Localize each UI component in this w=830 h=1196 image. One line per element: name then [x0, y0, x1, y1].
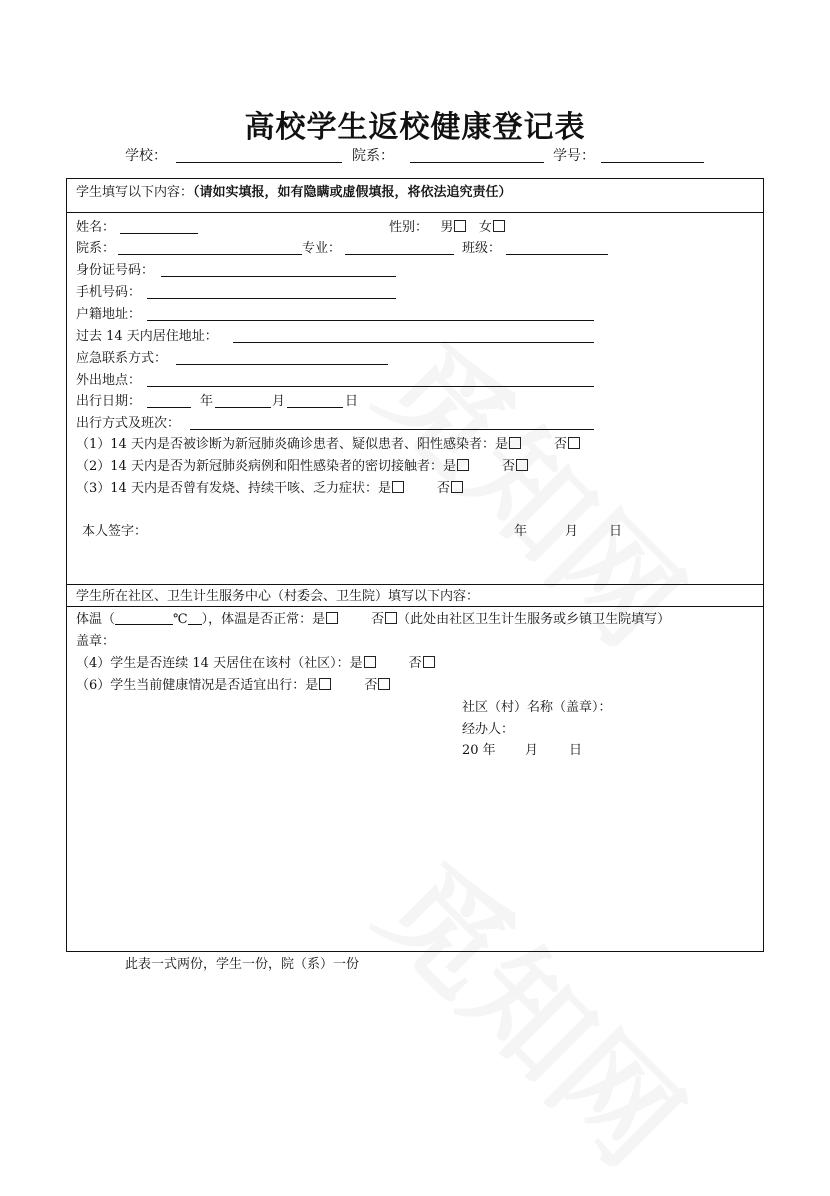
section2-header: 学生所在社区、卫生计生服务中心（村委会、卫生院）填写以下内容： — [76, 589, 480, 604]
date-year: 20 年 — [462, 743, 496, 758]
address-14days-input-line[interactable] — [233, 342, 594, 343]
dept-label: 院系： — [76, 241, 116, 256]
signature-day: 日 — [609, 524, 623, 539]
q3-no-checkbox[interactable] — [451, 481, 463, 493]
class-label: 班级： — [462, 241, 502, 256]
handler-label: 经办人： — [462, 722, 515, 737]
emergency-contact-label: 应急联系方式： — [76, 351, 168, 366]
temp-normal-no-checkbox[interactable] — [385, 612, 397, 624]
temp-normal-yes-checkbox[interactable] — [326, 612, 338, 624]
department-input-line[interactable] — [410, 162, 544, 163]
dept-input-line[interactable] — [118, 254, 302, 255]
travel-place-input-line[interactable] — [147, 386, 594, 387]
question-2: （2）14 天内是否为新冠肺炎病例和阳性感染者的密切接触者：是 否 — [76, 458, 528, 475]
footer-note: 此表一式两份，学生一份，院（系）一份 — [125, 957, 360, 972]
travel-day-label: 日 — [345, 394, 359, 409]
signature-label: 本人签字： — [82, 524, 148, 539]
id-number-input-line[interactable] — [161, 276, 396, 277]
seal-label: 盖章： — [76, 634, 116, 649]
travel-date-label: 出行日期： — [76, 394, 142, 409]
q6-yes-checkbox[interactable] — [319, 678, 331, 690]
divider — [66, 584, 763, 585]
major-label: 专业： — [302, 241, 342, 256]
temperature-row: 体温（ ℃ ），体温是否正常：是 否 （此处由社区卫生计生服务或乡镇卫生院填写） — [76, 612, 671, 627]
major-input-line[interactable] — [345, 254, 454, 255]
divider — [66, 606, 763, 607]
section1-instruction: 学生填写以下内容：（请如实填报，如有隐瞒或虚假填报，将依法追究责任） — [76, 185, 512, 200]
q4-no-checkbox[interactable] — [423, 656, 435, 668]
page-title: 高校学生返校健康登记表 — [244, 110, 586, 145]
q4-yes-checkbox[interactable] — [364, 656, 376, 668]
signature-month: 月 — [565, 524, 579, 539]
female-checkbox[interactable] — [493, 220, 505, 232]
travel-month-input-line[interactable] — [215, 407, 271, 408]
form-border — [66, 178, 764, 952]
phone-label: 手机号码： — [76, 285, 142, 300]
id-number-label: 身份证号码： — [76, 263, 155, 278]
travel-mode-input-line[interactable] — [190, 429, 594, 430]
class-input-line[interactable] — [506, 254, 608, 255]
travel-year-input-line[interactable] — [147, 407, 191, 408]
name-input-line[interactable] — [120, 233, 198, 234]
travel-month-label: 月 — [272, 394, 286, 409]
student-id-label: 学号： — [553, 148, 595, 164]
emergency-contact-input-line[interactable] — [176, 364, 388, 365]
q2-no-checkbox[interactable] — [516, 459, 528, 471]
household-address-label: 户籍地址： — [76, 307, 142, 322]
travel-day-input-line[interactable] — [287, 407, 343, 408]
q2-yes-checkbox[interactable] — [457, 459, 469, 471]
question-1: （1）14 天内是否被诊断为新冠肺炎确诊患者、疑似患者、阳性感染者：是 否 — [76, 436, 580, 453]
household-address-input-line[interactable] — [147, 320, 594, 321]
department-label: 院系： — [352, 148, 394, 164]
temperature-input[interactable] — [115, 611, 173, 625]
gender-field: 性别： 男 女 — [389, 219, 505, 236]
q3-yes-checkbox[interactable] — [392, 481, 404, 493]
travel-mode-label: 出行方式及班次： — [76, 416, 181, 431]
address-14days-label: 过去 14 天内居住地址： — [76, 329, 218, 344]
question-3: （3）14 天内是否曾有发烧、持续干咳、乏力症状：是 否 — [76, 480, 463, 497]
school-input-line[interactable] — [176, 162, 342, 163]
student-id-input-line[interactable] — [601, 162, 704, 163]
question-4: （4）学生是否连续 14 天居住在该村（社区）：是 否 — [76, 655, 435, 672]
school-label: 学校： — [125, 148, 167, 164]
date-month: 月 — [525, 743, 539, 758]
q1-yes-checkbox[interactable] — [509, 437, 521, 449]
name-label: 姓名： — [76, 220, 116, 235]
divider — [66, 212, 763, 213]
community-name-label: 社区（村）名称（盖章）： — [462, 700, 612, 715]
question-6: （6）学生当前健康情况是否适宜出行：是 否 — [76, 677, 390, 694]
q1-no-checkbox[interactable] — [568, 437, 580, 449]
phone-input-line[interactable] — [147, 298, 396, 299]
travel-year-label: 年 — [200, 394, 214, 409]
q6-no-checkbox[interactable] — [378, 678, 390, 690]
date-day: 日 — [569, 743, 583, 758]
male-checkbox[interactable] — [454, 220, 466, 232]
signature-year: 年 — [514, 524, 528, 539]
travel-place-label: 外出地点： — [76, 373, 142, 388]
